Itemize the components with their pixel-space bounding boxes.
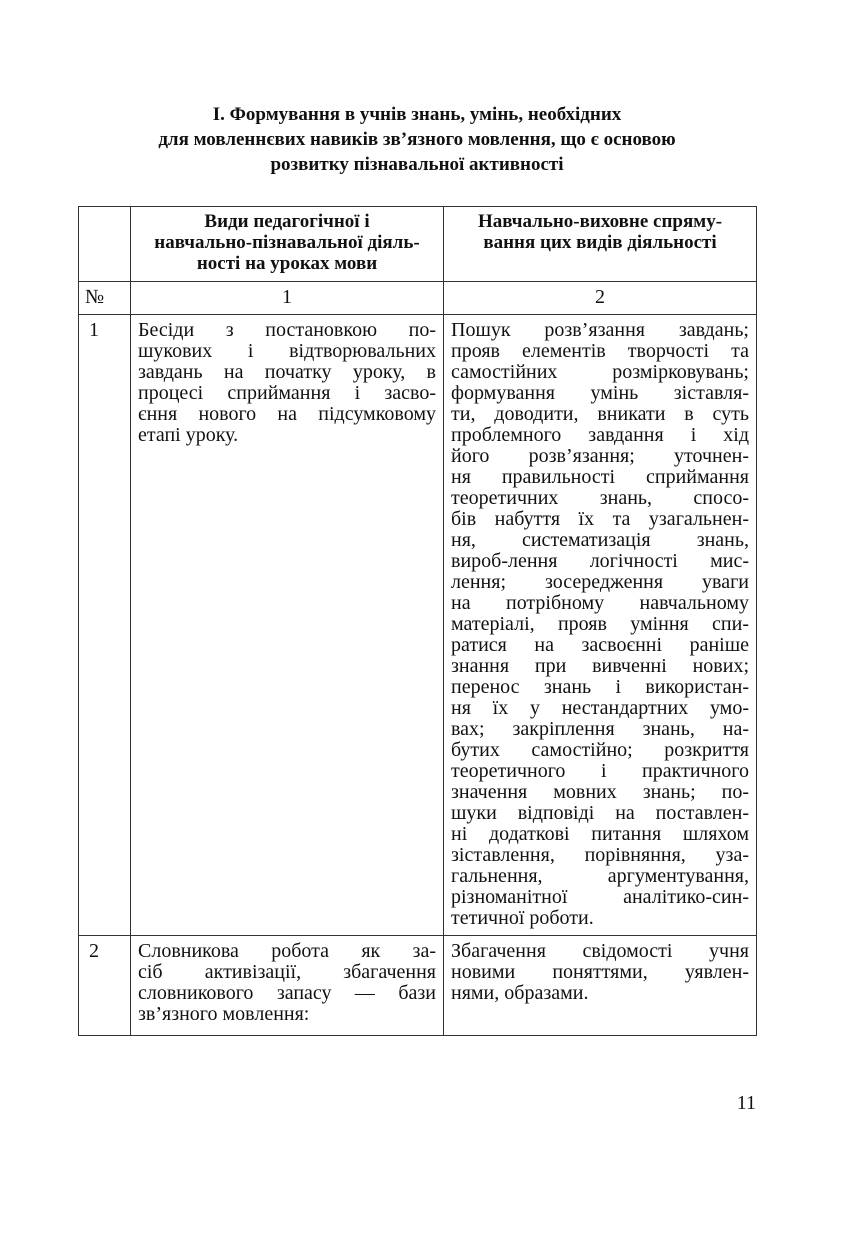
direction-cell	[444, 936, 757, 1036]
heading-line: для мовленнєвих навиків зв’язного мовлення, що є основою	[158, 129, 676, 150]
number-sign-cell: №	[79, 282, 131, 315]
column-number-cell: 1	[131, 282, 444, 315]
heading-line: розвитку пізнавальної активності	[270, 154, 564, 175]
text-line: процесі сприймання і засво-	[138, 383, 436, 404]
header-cell-empty	[79, 207, 131, 282]
column-number-row	[79, 282, 757, 315]
text-line: шукових і відтворювальних	[138, 341, 436, 362]
table-row	[79, 936, 757, 1036]
table-row	[79, 315, 757, 936]
direction-cell	[444, 315, 757, 936]
text-line: нями, образами.	[451, 983, 589, 1004]
text-line: перенос знань і використан-	[451, 677, 749, 698]
text-line: на потрібному навчальному	[451, 593, 749, 614]
text-line: гальнення, аргументування,	[451, 866, 749, 887]
text-line: різноманітної аналітико-син-	[451, 887, 749, 908]
text-line: проблемного завдання і хід	[451, 425, 749, 446]
text-line: Бесіди з постановкою по-	[138, 320, 436, 341]
text-line: ратися на засвоєнні раніше	[451, 635, 749, 656]
text-line: ня, систематизація знань,	[451, 530, 749, 551]
text-line: зв’язного мовлення:	[138, 1004, 310, 1025]
text-line: лення; зосередження уваги	[451, 572, 749, 593]
text-line: Пошук розв’язання завдань;	[451, 320, 749, 341]
header-line: Види педагогічної і	[204, 211, 370, 232]
text-line: новими поняттями, уявлен-	[451, 962, 749, 983]
row-number: 1	[79, 315, 131, 936]
text-line: ня правильності сприймання	[451, 467, 749, 488]
text-line: бів набуття їх та узагальнен-	[451, 509, 749, 530]
text-line: матеріалі, прояв уміння спи-	[451, 614, 749, 635]
header-cell-activities	[131, 207, 444, 282]
page-number: 11	[736, 1092, 756, 1114]
activity-cell	[131, 315, 444, 936]
text-line: завдань на початку уроку, в	[138, 362, 436, 383]
text-line: Збагачення свідомості учня	[451, 941, 749, 962]
text-line: сіб активізації, збагачення	[138, 962, 436, 983]
text-line: ні додаткові питання шляхом	[451, 824, 749, 845]
row-number: 2	[79, 936, 131, 1036]
header-line: навчально-пізнавальної діяль-	[154, 232, 420, 253]
header-line: вання цих видів діяльності	[483, 232, 717, 253]
activity-cell	[131, 936, 444, 1036]
text-line: значення мовних знань; по-	[451, 782, 749, 803]
text-line: тетичної роботи.	[451, 908, 594, 929]
text-line: теоретичних знань, спосо-	[451, 488, 749, 509]
text-line: вах; закріплення знань, на-	[451, 719, 749, 740]
text-line: знання при вивченні нових;	[451, 656, 749, 677]
header-cell-direction	[444, 207, 757, 282]
text-line: зіставлення, порівняння, уза-	[451, 845, 749, 866]
text-line: Словникова робота як за-	[138, 941, 436, 962]
text-line: єння нового на підсумковому	[138, 404, 436, 425]
text-line: самостійних розмірковувань;	[451, 362, 749, 383]
activities-table	[78, 206, 757, 1036]
text-line: формування умінь зіставля-	[451, 383, 749, 404]
text-line: теоретичного і практичного	[451, 761, 749, 782]
table-header-row	[79, 207, 757, 282]
column-number-cell: 2	[444, 282, 757, 315]
text-line: ня їх у нестандартних умо-	[451, 698, 749, 719]
text-line: його розв’язання; уточнен-	[451, 446, 749, 467]
section-heading	[78, 102, 756, 177]
text-line: бутих самостійно; розкриття	[451, 740, 749, 761]
header-line: Навчально-виховне спряму-	[477, 211, 723, 232]
text-line: вироб-лення логічності мис-	[451, 551, 749, 572]
text-line: шуки відповіді на поставлен-	[451, 803, 749, 824]
header-line: ності на уроках мови	[196, 253, 378, 274]
text-line: словникового запасу — бази	[138, 983, 436, 1004]
text-line: ти, доводити, вникати в суть	[451, 404, 749, 425]
text-line: прояв елементів творчості та	[451, 341, 749, 362]
heading-line: І. Формування в учнів знань, умінь, необхідних	[212, 104, 622, 125]
text-line: етапі уроку.	[138, 425, 239, 446]
